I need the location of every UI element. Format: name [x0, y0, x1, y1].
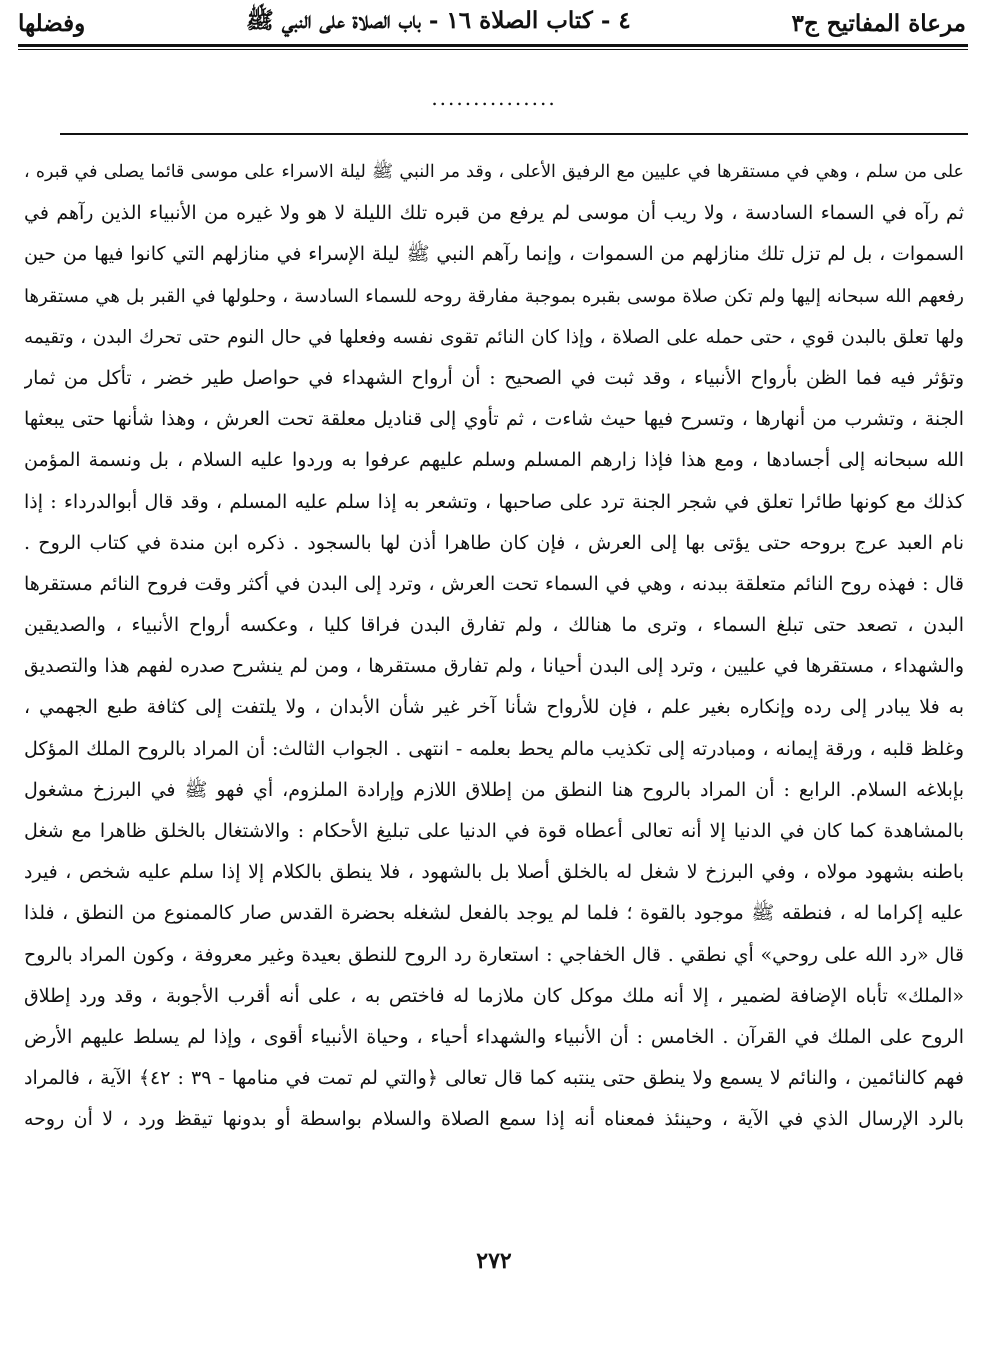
separator-dots: ...............: [431, 86, 557, 110]
header-section-end: وفضلها: [18, 9, 86, 37]
header-chapter-title: ٤ - كتاب الصلاة ١٦ - باب الصلاة على النبي ﷺ: [245, 7, 631, 34]
body-text: [24, 152, 964, 1141]
text-line: رفعهم الله سبحانه إليها ولم تكن صلاة موسى بقبره بموجبة مفارقة روحه للسماء السادسة ، وحلولها في القبر بل هي مستقرها: [24, 285, 964, 307]
text-line: والشهداء ، مستقرها في عليين ، وترد إلى البدن أحيانا ، ولم تفارق مستقرها ، ومن لم ينشرح صدره لفهم هذا والتصديق: [24, 655, 964, 678]
text-line: وغلظ قلبه ، ورقة إيمانه ، ومبادرته إلى تكذيب مالم يحط بعلمه - انتهى . الجواب الثالث: أن المراد بالروح الملك المؤكل: [24, 737, 964, 760]
text-line: البدن ، تصعد حتى تبلغ السماء ، وترى ما هنالك ، ولم تفارق البدن فراقا كليا ، وعكسه أرواح الأنبياء ، والصديقين: [24, 614, 964, 637]
header-rule-thick: [18, 44, 968, 47]
text-line: نام العبد عرج بروحه حتى يؤتى بها إلى العرش ، فإن كان طاهرا أذن لها بالسجود . ذكره ابن مندة في كتاب الروح .: [24, 531, 964, 554]
text-line: ثم رآه في السماء السادسة ، ولا ريب أن موسى لم يرفع من قبره تلك الليلة لا هو ولا غيره من الأنبياء الذين رآهم في: [24, 202, 964, 225]
text-line: على من سلم ، وهي في مستقرها في عليين مع الرفيق الأعلى ، وقد مر النبي ﷺ ليلة الاسراء على موسى قائما يصلى في قبره ،: [24, 162, 964, 182]
text-line: وتؤثر فيه فما الظن بأرواح الأنبياء ، وقد ثبت في الصحيح : أن أرواح الشهداء في حواصل طير خضر ، تأكل من ثمار: [24, 366, 964, 389]
text-line: بالرد الإرسال الذي في الآية ، وحينئذ فمعناه أنه إذا سمع الصلاة والسلام بواسطة أو بدونها تيقظ ورد ، لا أن روحه: [24, 1108, 964, 1131]
text-line: باطنه بشهود مولاه ، وفي البرزخ لا شغل له بالخلق أصلا بل بالشهود ، فلا ينطق بالكلام إلا إذا سلم عليه شخص ، فيرد: [24, 861, 964, 884]
text-line: «الملك» تأباه الإضافة لضمير ، إلا أنه ملك موكل كان ملازما له فاختص به ، على أنه أقرب الأجوبة ، وقد ورد إطلاق: [24, 984, 964, 1007]
text-line: قال : فهذه روح النائم متعلقة ببدنه ، وهي في السماء تحت العرش ، وترد إلى البدن في أكثر وقت فروح النائم مستقرها: [24, 572, 964, 595]
page-number: ٢٧٢: [476, 1248, 512, 1274]
text-line: فهم كالنائمين ، والنائم لا يسمع ولا ينطق حتى ينتبه كما قال تعالى ﴿والتي لم تمت في منامها - ٣٩ : ٤٢﴾ الآية ، فالمراد: [24, 1067, 964, 1090]
header-rule-thin: [18, 49, 968, 50]
text-line: السموات ، بل لم تزل تلك منازلهم من السموات ، وإنما رآهم النبي ﷺ ليلة الإسراء في منازلهم التي كانوا فيها من حين: [24, 243, 964, 266]
text-line: ولها تعلق بالبدن قوي ، حتى حمله على الصلاة ، وإذا كان النائم تقوى نفسه وفعلها في حال النوم حتى تحرك البدن ، وتقيمه: [24, 326, 964, 348]
text-line: بالمشاهدة كما كان في الدنيا إلا أنه تعالى أعطاه قوة في الدنيا على تبليغ الأحكام : والاشتغال بالخلق ظاهرا مع شغل: [24, 820, 964, 842]
text-line: عليه إكراما له ، فنطقه ﷺ موجود بالقوة ؛ فلما لم يوجد بالفعل لشغله بحضرة القدس صار كالممنوع من النطق ، فلذا: [24, 902, 964, 925]
text-line: قال «رد الله على روحي» أي نطقي . قال الخفاجي : استعارة رد الروح للنطق بعيدة وغير معروفة ، وكون المراد بالروح: [24, 943, 964, 966]
separator-rule: [60, 133, 968, 135]
header-book-title: مرعاة المفاتيح ج٣: [791, 9, 966, 37]
text-line: بإبلاغه السلام. الرابع : أن المراد بالروح هنا النطق من إطلاق اللازم وإرادة الملزوم، أي فهو ﷺ في البرزخ مشغول: [24, 778, 964, 801]
text-line: الله سبحانه إلى أجسادها ، ومع هذا فإذا زارهم المسلم وسلم عليهم عرفوا به وردوا عليه السلام ، بل ونسمة المؤمن: [24, 449, 964, 472]
text-line: به فلا يبادر إلى رده وإنكاره بغير علم ، فإن للأرواح شأنا آخر غير شأن الأبدان ، ولا يلتفت إلى كثافة طبع الجهمي ،: [24, 696, 964, 719]
text-line: الروح على الملك في القرآن . الخامس : أن الأنبياء والشهداء أحياء ، وحياة الأنبياء أقوى ، وإذا لم يسلط عليهم الأرض: [24, 1025, 964, 1048]
running-header: [18, 0, 966, 46]
text-line: الجنة ، وتشرب من أنهارها ، وتسرح فيها حيث شاءت ، ثم تأوي إلى قناديل معلقة تحت العرش ، وهذا شأنها حتى يبعثها: [24, 408, 964, 431]
text-line: كذلك مع كونها طائرا تعلق في شجر الجنة ترد على صاحبها ، وتشعر به إذا سلم عليه المسلم ، وقد قال أبوالدرداء : إذا: [24, 490, 964, 513]
